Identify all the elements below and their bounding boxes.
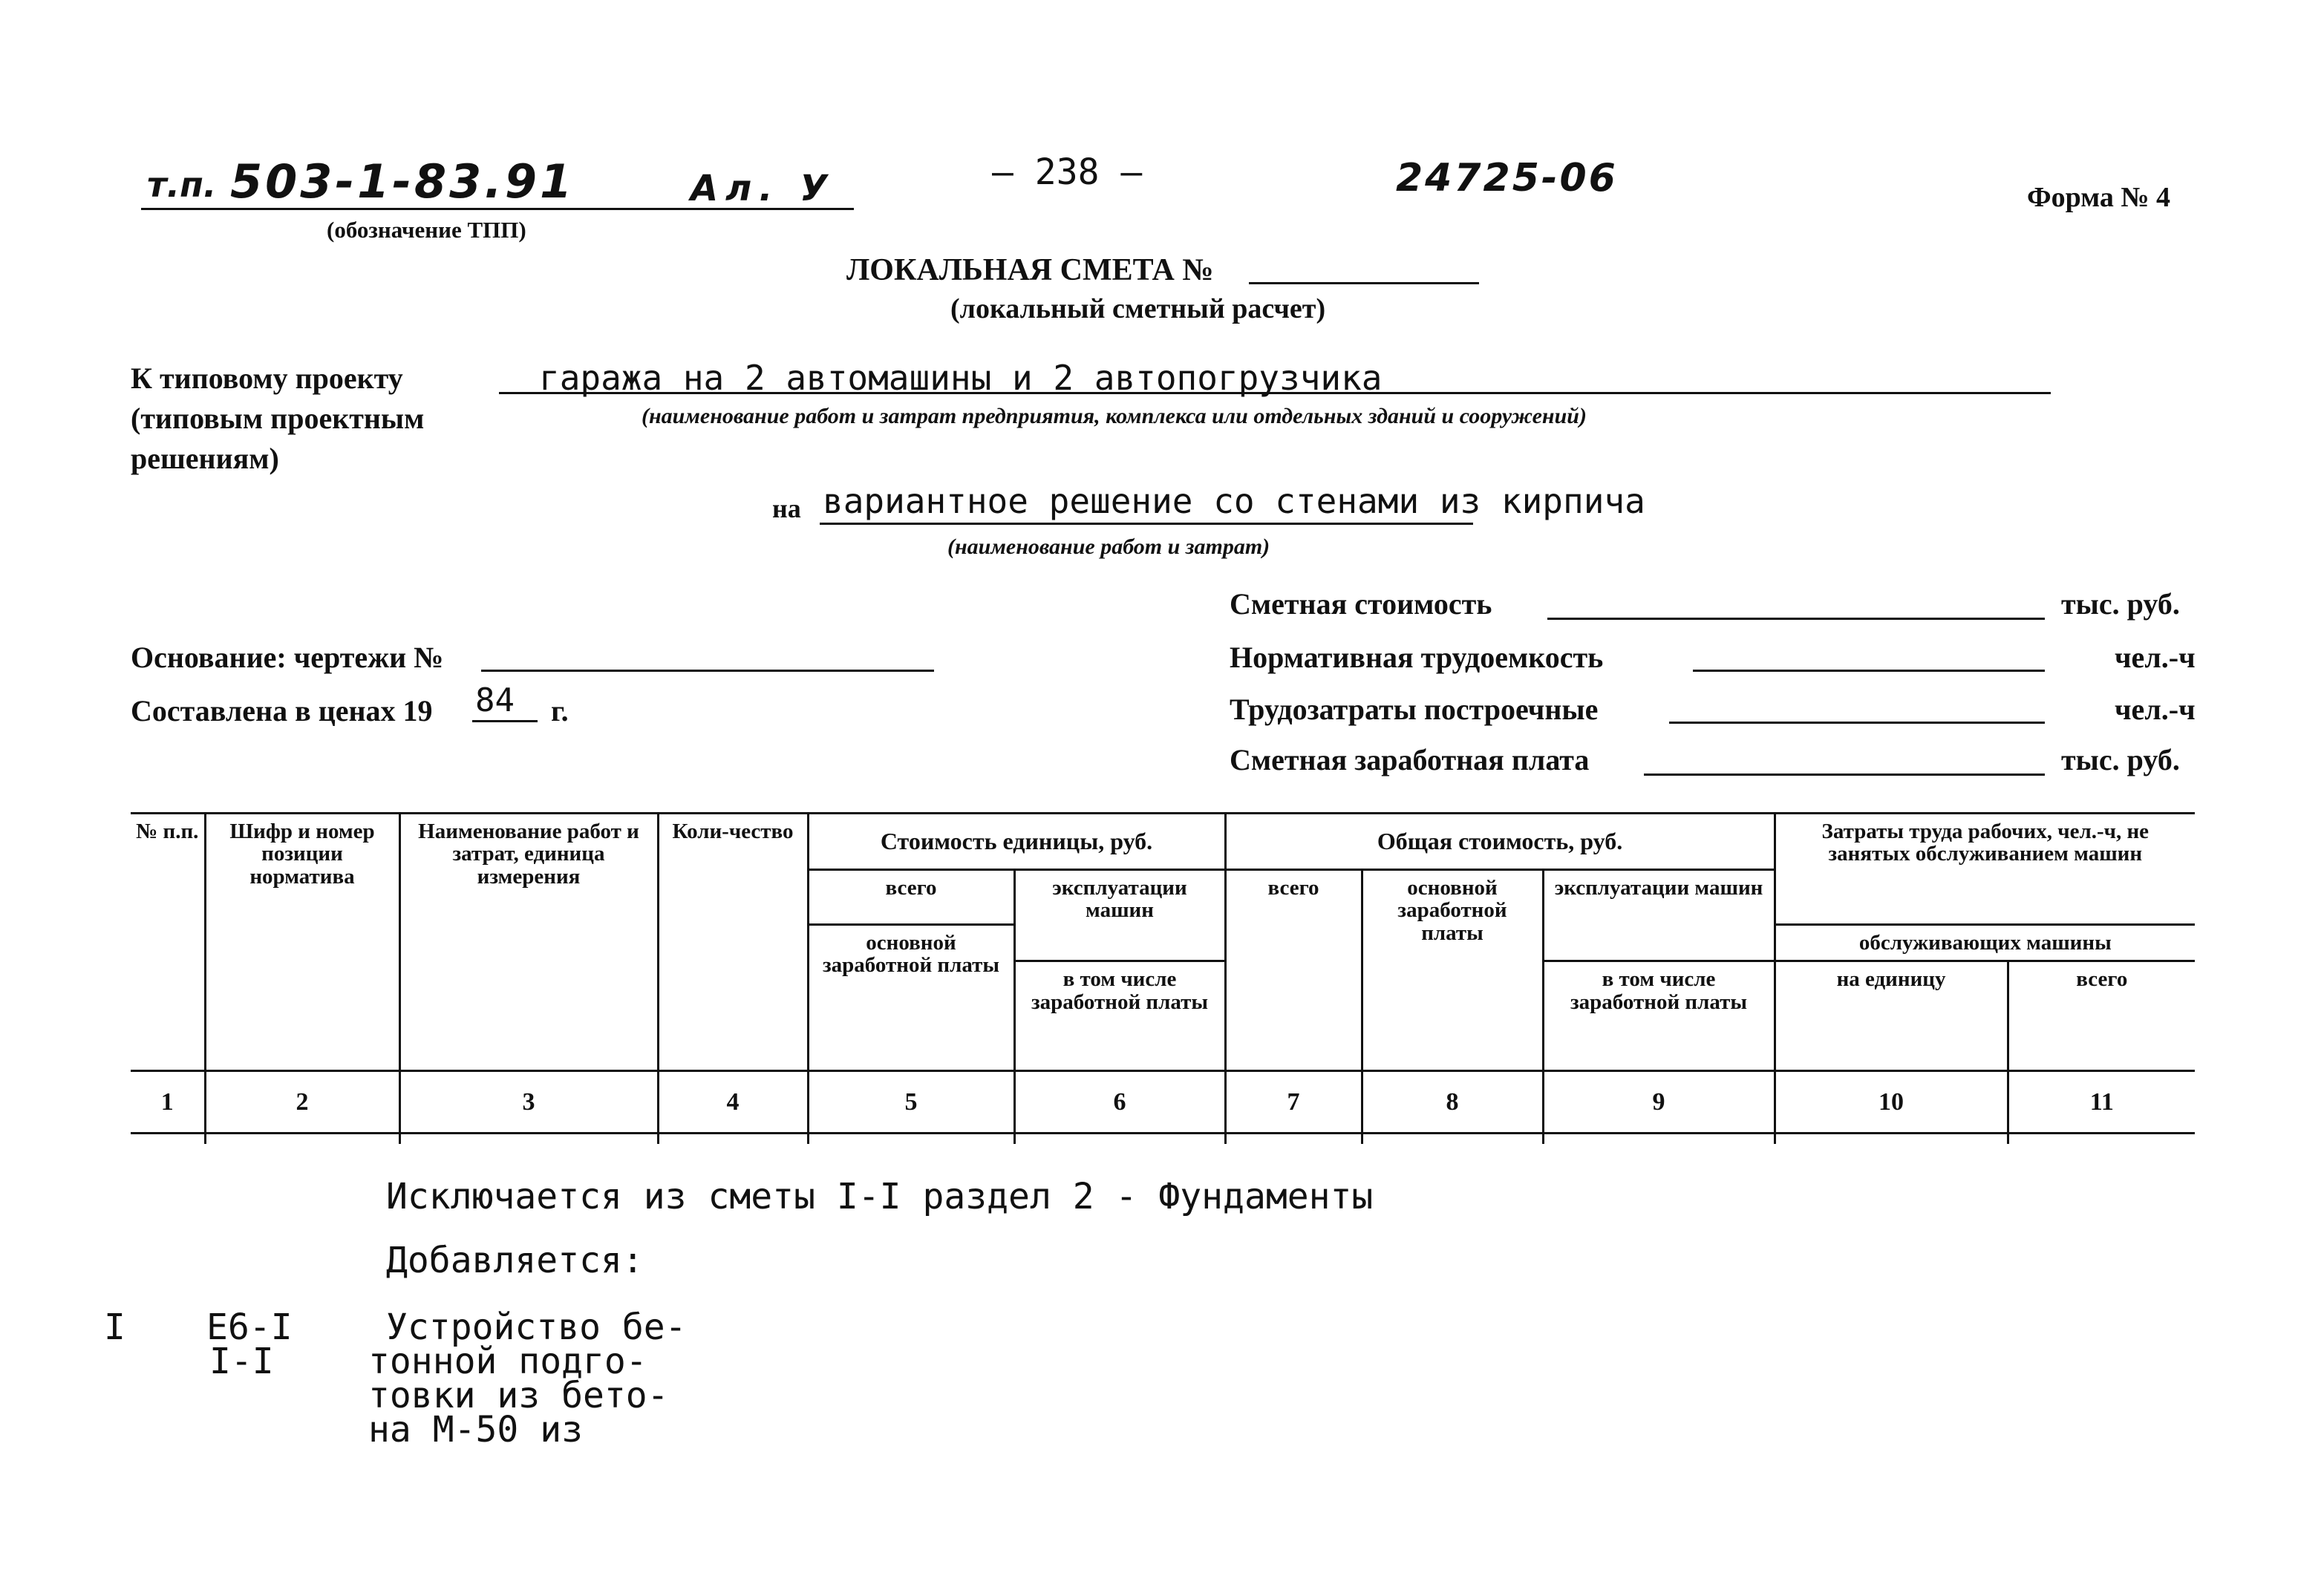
prices-year-line: [472, 720, 538, 722]
row-desc-line1: Устройство бе-: [386, 1306, 687, 1348]
album-label: Ал. У: [691, 168, 835, 209]
drawings-label: Основание: чертежи №: [131, 641, 444, 674]
project-label-line1: К типовому проекту: [131, 362, 403, 395]
col-header-total-wage: основной заработной платы: [1362, 870, 1543, 1071]
col-number: 5: [808, 1071, 1014, 1134]
designation-underline: [141, 208, 854, 210]
summary-site-labor-label: Трудозатраты построечные: [1230, 693, 1599, 726]
col-header-labor-machines: обслуживающих машины: [1775, 925, 2195, 961]
prices-label-prefix: Составлена в ценах 19: [131, 694, 433, 727]
col-header-total-machines: эксплуатации машин: [1543, 870, 1775, 961]
col-header-total-all: всего: [1225, 870, 1362, 1071]
summary-cost-label: Сметная стоимость: [1230, 587, 1492, 621]
summary-wage-label: Сметная заработная плата: [1230, 743, 1590, 776]
designation-prefix: т.п.: [147, 165, 217, 205]
estimate-number-line: [1249, 282, 1479, 284]
summary-labor-line: [1693, 670, 2045, 672]
summary-wage-line: [1644, 774, 2045, 776]
estimate-table: [131, 812, 2195, 1144]
row-code-line1: Е6-I: [206, 1306, 293, 1348]
col-number: 3: [399, 1071, 658, 1134]
col-number: 11: [2008, 1071, 2195, 1134]
col-header-unit-cost: Стоимость единицы, руб.: [808, 814, 1225, 870]
project-label-line3: решениям): [131, 442, 279, 475]
prices-label-suffix: г.: [551, 694, 569, 727]
col-number: 6: [1014, 1071, 1225, 1134]
col-header-labor-per-unit: на единицу: [1775, 961, 2008, 1071]
project-value-line: [499, 392, 2051, 394]
col-header-unit-wage: основной заработной платы: [808, 925, 1014, 1071]
col-header-unit-machines: эксплуатации машин: [1014, 870, 1225, 961]
col-header-num: № п.п.: [131, 814, 205, 1071]
summary-wage-unit: тыс. руб.: [2061, 743, 2180, 776]
row-desc-line2: тонной подго-: [368, 1341, 647, 1382]
col-number: 4: [658, 1071, 808, 1134]
col-header-labor: Затраты труда рабочих, чел.-ч, не занятых обслуживанием машин: [1775, 814, 2195, 925]
col-number: 7: [1225, 1071, 1362, 1134]
summary-labor-label: Нормативная трудоемкость: [1230, 641, 1604, 674]
designation-value: 503-1-83.91: [230, 154, 575, 209]
col-number: 9: [1543, 1071, 1775, 1134]
col-header-total-machines-wage: в том числе заработной платы: [1543, 961, 1775, 1071]
estimate-title: ЛОКАЛЬНАЯ СМЕТА №: [846, 253, 1214, 287]
col-header-unit-machines-wage: в том числе заработной платы: [1014, 961, 1225, 1071]
col-header-labor-total: всего: [2008, 961, 2195, 1071]
summary-site-labor-unit: чел.-ч: [2115, 693, 2196, 726]
row-number: I: [104, 1306, 125, 1348]
on-value-line: [820, 523, 1473, 525]
excluded-line: Исключается из сметы I-I раздел 2 - Фундаменты: [386, 1176, 1374, 1217]
on-label: на: [772, 494, 801, 523]
archive-number: 24725-06: [1396, 156, 1618, 200]
summary-site-labor-line: [1669, 722, 2045, 724]
designation-caption: (обозначение ТПП): [327, 217, 526, 243]
added-line: Добавляется:: [386, 1240, 644, 1281]
col-header-code: Шифр и номер позиции норматива: [205, 814, 399, 1071]
project-caption: (наименование работ и затрат предприятия, комплекса или отдельных зданий и сооружений): [642, 404, 1587, 428]
drawings-line: [481, 670, 934, 672]
prices-year: 84: [475, 681, 515, 719]
col-number: 2: [205, 1071, 399, 1134]
estimate-subtitle: (локальный сметный расчет): [950, 293, 1326, 324]
project-value: гаража на 2 автомашины и 2 автопогрузчика: [539, 358, 1383, 398]
summary-cost-line: [1547, 618, 2045, 620]
row-desc-line3: товки из бето-: [368, 1375, 669, 1416]
col-number: 10: [1775, 1071, 2008, 1134]
summary-labor-unit: чел.-ч: [2115, 641, 2196, 674]
on-value: вариантное решение со стенами из кирпича: [823, 481, 1645, 521]
project-label-line2: (типовым проектным: [131, 402, 425, 435]
col-header-qty: Коли-чество: [658, 814, 808, 1071]
col-number: 1: [131, 1071, 205, 1134]
row-code-line2: I-I: [209, 1341, 274, 1382]
col-header-name: Наименование работ и затрат, единица измерения: [399, 814, 658, 1071]
summary-cost-unit: тыс. руб.: [2061, 587, 2180, 621]
page-number: — 238 —: [992, 151, 1143, 193]
on-caption: (наименование работ и затрат): [947, 534, 1270, 559]
col-number: 8: [1362, 1071, 1543, 1134]
form-label: Форма № 4: [2027, 182, 2171, 213]
col-header-total-cost: Общая стоимость, руб.: [1225, 814, 1775, 870]
col-header-unit-total: всего: [808, 870, 1014, 925]
row-desc-line4: на М-50 из: [368, 1409, 583, 1451]
